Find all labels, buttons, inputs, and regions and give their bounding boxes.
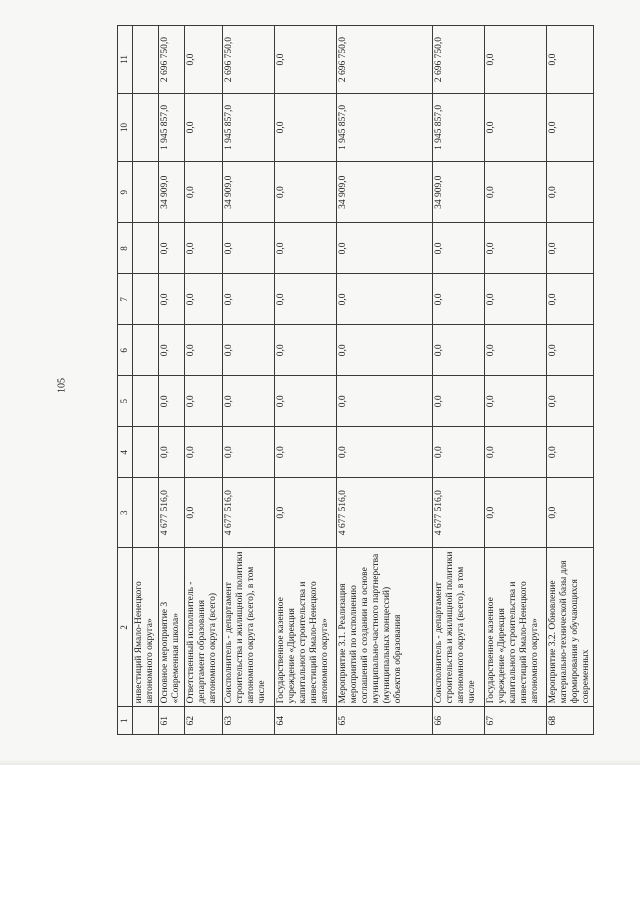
row-value: 0,0 xyxy=(223,427,275,478)
row-value: 0,0 xyxy=(185,26,223,94)
row-value: 0,0 xyxy=(337,325,433,376)
table-row xyxy=(275,26,337,735)
row-value: 0,0 xyxy=(547,223,594,274)
row-value: 0,0 xyxy=(159,223,185,274)
row-value xyxy=(133,161,159,223)
header-row xyxy=(118,26,133,735)
col-header: 7 xyxy=(118,274,133,325)
row-number: 62 xyxy=(185,707,223,735)
row-value: 0,0 xyxy=(159,325,185,376)
row-value: 0,0 xyxy=(185,223,223,274)
rotated-table-area xyxy=(117,25,627,735)
col-header: 4 xyxy=(118,427,133,478)
row-name: Мероприятие 3.1. Реализация мероприятий по исполнению соглашений о создании на основе муниципально-частного партнерства (муниципальных концессий) объектов образования xyxy=(337,548,433,707)
row-value xyxy=(133,376,159,427)
row-name: Ответственный исполнитель - департамент образования автономного округа (всего) xyxy=(185,548,223,707)
col-header: 6 xyxy=(118,325,133,376)
row-value: 0,0 xyxy=(159,274,185,325)
row-number: 63 xyxy=(223,707,275,735)
row-value: 0,0 xyxy=(547,94,594,162)
row-value: 0,0 xyxy=(547,274,594,325)
row-number: 67 xyxy=(485,707,547,735)
table-row xyxy=(159,26,185,735)
row-value: 2 696 750,0 xyxy=(223,26,275,94)
row-value xyxy=(133,26,159,94)
row-value: 0,0 xyxy=(485,94,547,162)
row-value: 0,0 xyxy=(337,274,433,325)
col-header: 11 xyxy=(118,26,133,94)
row-value: 0,0 xyxy=(485,325,547,376)
row-value: 4 677 516,0 xyxy=(337,478,433,548)
row-number: 64 xyxy=(275,707,337,735)
row-value: 0,0 xyxy=(433,325,485,376)
row-value: 0,0 xyxy=(433,223,485,274)
row-value: 0,0 xyxy=(275,376,337,427)
row-value: 0,0 xyxy=(275,223,337,274)
col-header: 10 xyxy=(118,94,133,162)
table-row xyxy=(133,26,159,735)
row-value: 0,0 xyxy=(485,427,547,478)
row-name: Государственное казенное учреждение «Дирекция капитального строительства и инвестиций Ямало-Ненецкого автономного округа» xyxy=(485,548,547,707)
row-value: 0,0 xyxy=(485,274,547,325)
row-value: 0,0 xyxy=(433,274,485,325)
row-value: 0,0 xyxy=(485,478,547,548)
row-number: 66 xyxy=(433,707,485,735)
row-value: 0,0 xyxy=(185,274,223,325)
row-name: Соисполнитель - департамент строительства и жилищной политики автономного округа (всего), в том числе xyxy=(223,548,275,707)
row-value: 0,0 xyxy=(185,325,223,376)
row-value: 0,0 xyxy=(185,161,223,223)
row-value: 34 909,0 xyxy=(433,161,485,223)
row-value: 0,0 xyxy=(547,376,594,427)
row-value: 4 677 516,0 xyxy=(433,478,485,548)
row-value: 0,0 xyxy=(547,26,594,94)
row-value: 0,0 xyxy=(275,26,337,94)
row-value: 0,0 xyxy=(159,427,185,478)
row-value: 0,0 xyxy=(159,376,185,427)
row-value: 0,0 xyxy=(275,274,337,325)
row-name: Государственное казенное учреждение «Дирекция капитального строительства и инвестиций Ямало-Ненецкого автономного округа» xyxy=(275,548,337,707)
budget-table xyxy=(117,25,594,735)
row-number: 61 xyxy=(159,707,185,735)
row-value: 2 696 750,0 xyxy=(159,26,185,94)
row-value: 0,0 xyxy=(337,427,433,478)
table-row xyxy=(185,26,223,735)
row-value: 0,0 xyxy=(185,427,223,478)
row-value: 0,0 xyxy=(185,478,223,548)
row-value xyxy=(133,223,159,274)
row-value: 0,0 xyxy=(547,427,594,478)
row-name: Соисполнитель - департамент строительства и жилищной политики автономного округа (всего), в том числе xyxy=(433,548,485,707)
row-value: 0,0 xyxy=(547,161,594,223)
row-value: 0,0 xyxy=(185,94,223,162)
row-value: 2 696 750,0 xyxy=(433,26,485,94)
row-value: 4 677 516,0 xyxy=(223,478,275,548)
row-value xyxy=(133,478,159,548)
row-number xyxy=(133,707,159,735)
row-value xyxy=(133,274,159,325)
table-row xyxy=(223,26,275,735)
col-header: 1 xyxy=(118,707,133,735)
row-value: 34 909,0 xyxy=(337,161,433,223)
row-value: 0,0 xyxy=(275,161,337,223)
row-name: инвестиций Ямало-Ненецкого автономного округа» xyxy=(133,548,159,707)
table-row xyxy=(433,26,485,735)
row-value: 1 945 857,0 xyxy=(433,94,485,162)
row-value: 0,0 xyxy=(337,223,433,274)
row-name: Мероприятие 3.2. Обновление материально-технической базы для формирования у обучающихся современных xyxy=(547,548,594,707)
row-value xyxy=(133,427,159,478)
row-value: 0,0 xyxy=(485,26,547,94)
row-value: 2 696 750,0 xyxy=(337,26,433,94)
row-number: 65 xyxy=(337,707,433,735)
row-value: 0,0 xyxy=(485,161,547,223)
row-value: 0,0 xyxy=(223,223,275,274)
row-value: 0,0 xyxy=(485,376,547,427)
row-value: 4 677 516,0 xyxy=(159,478,185,548)
table-row xyxy=(337,26,433,735)
row-value xyxy=(133,94,159,162)
row-value: 0,0 xyxy=(223,325,275,376)
row-value: 0,0 xyxy=(433,376,485,427)
row-value: 34 909,0 xyxy=(159,161,185,223)
col-header: 3 xyxy=(118,478,133,548)
row-value: 0,0 xyxy=(547,325,594,376)
row-value: 0,0 xyxy=(223,274,275,325)
row-value: 1 945 857,0 xyxy=(337,94,433,162)
row-value: 0,0 xyxy=(185,376,223,427)
page-number: 105 xyxy=(56,378,68,393)
row-value: 0,0 xyxy=(433,427,485,478)
row-value: 0,0 xyxy=(223,376,275,427)
row-value: 0,0 xyxy=(275,427,337,478)
row-value: 0,0 xyxy=(485,223,547,274)
table-body xyxy=(133,26,594,735)
row-value: 0,0 xyxy=(275,325,337,376)
table-row xyxy=(547,26,594,735)
col-header: 5 xyxy=(118,376,133,427)
col-header: 9 xyxy=(118,161,133,223)
row-value: 1 945 857,0 xyxy=(159,94,185,162)
row-name: Основное мероприятие 3 «Современная школа» xyxy=(159,548,185,707)
row-value: 0,0 xyxy=(547,478,594,548)
table-row xyxy=(485,26,547,735)
row-value: 34 909,0 xyxy=(223,161,275,223)
row-value: 1 945 857,0 xyxy=(223,94,275,162)
row-value: 0,0 xyxy=(275,478,337,548)
col-header: 8 xyxy=(118,223,133,274)
row-value xyxy=(133,325,159,376)
row-number: 68 xyxy=(547,707,594,735)
row-value: 0,0 xyxy=(337,376,433,427)
col-header: 2 xyxy=(118,548,133,707)
row-value: 0,0 xyxy=(275,94,337,162)
